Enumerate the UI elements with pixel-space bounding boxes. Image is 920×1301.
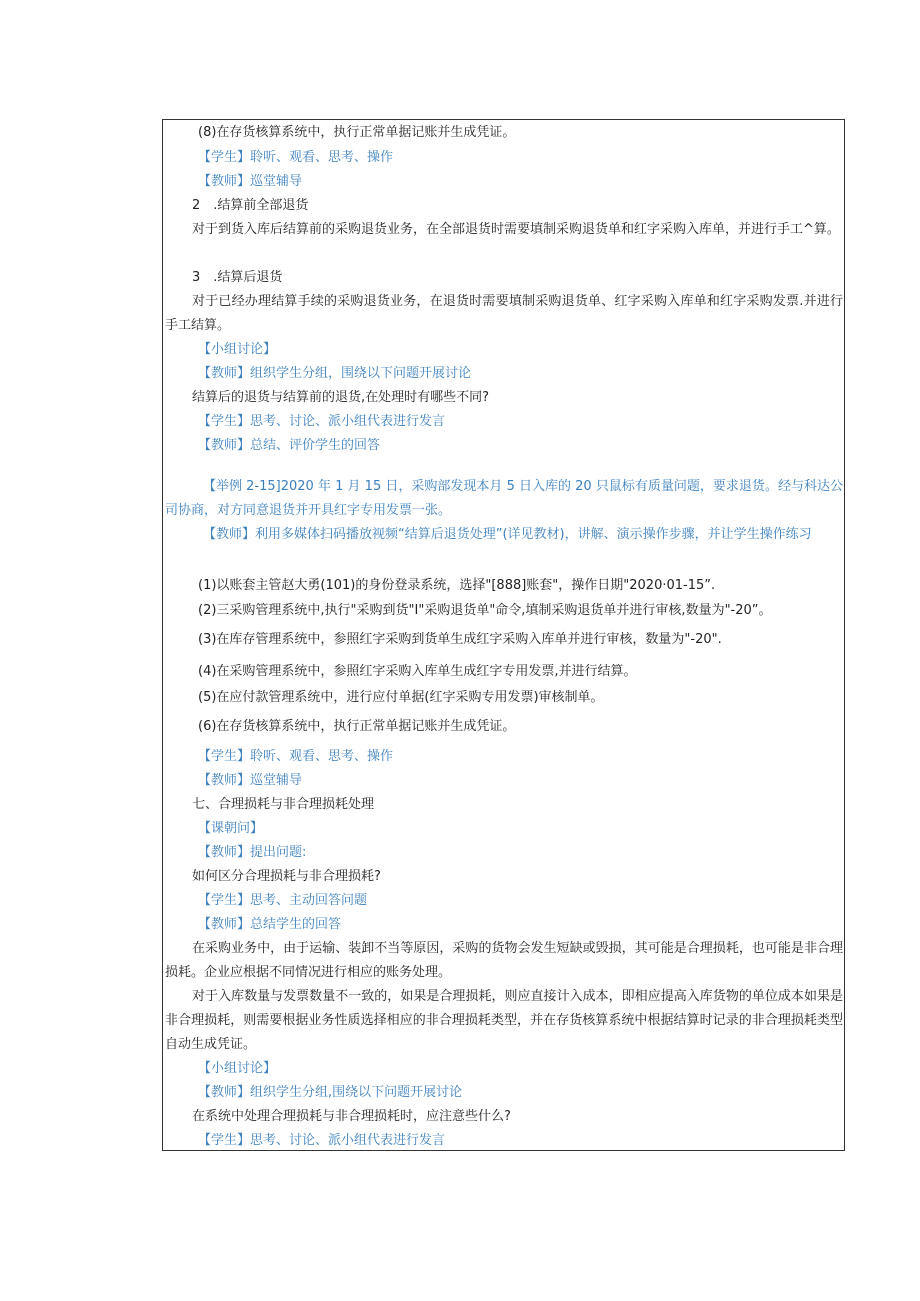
student-role-2: 【学生】聆听、观看、思考、操作: [198, 749, 394, 764]
op-step-5: (5)在应付款管理系统中，进行应付单据(红字采购专用发票)审核制单。: [198, 690, 604, 705]
para-before-settlement: 对于到货入库后结算前的采购退货业务，在全部退货时需要填制采购退货单和红字采购入库单，并进行手工^算。: [192, 222, 840, 237]
student-role-1: 【学生】聆听、观看、思考、操作: [198, 150, 394, 165]
question-1: 结算后的退货与结算前的退货,在处理时有哪些不同?: [192, 390, 490, 405]
example-2-15: 【举例 2-15]2020 年 1 月 15 日，采购部发现本月 5 日入库的 20 只鼠标有质量问题，要求退货。经与科达公司协商，对方同意退货并开具红字专用发票一张。: [165, 479, 843, 518]
heading-3: 3 .结算后退货: [192, 270, 283, 285]
question-2: 如何区分合理损耗与非合理损耗?: [192, 869, 381, 884]
student-discuss-1: 【学生】思考、讨论、派小组代表进行发言: [198, 414, 446, 429]
heading-2: 2 .结算前全部退货: [192, 198, 309, 213]
para-loss-2: 对于入库数量与发票数量不一致的，如果是合理损耗，则应直接计入成本，即相应提高入库货物的单位成本如果是非合理损耗，则需要根据业务性质选择相应的非合理损耗类型，并在存货核算系统中根据结算时记录的非合理损耗类型自动生成凭证。: [165, 989, 843, 1052]
group-discussion-2: 【小组讨论】: [198, 1061, 277, 1076]
question-3: 在系统中处理合理损耗与非合理损耗时，应注意些什么?: [192, 1109, 511, 1124]
class-question: 【课朝问】: [198, 821, 264, 836]
para-loss-1: 在采购业务中，由于运输、装卸不当等原因，采购的货物会发生短缺或毁损，其可能是合理损耗，也可能是非合理损耗。企业应根据不同情况进行相应的账务处理。: [165, 941, 843, 980]
teacher-organize-1: 【教师】组织学生分组，围绕以下问题开展讨论: [198, 366, 472, 381]
student-answer: 【学生】思考、主动回答问题: [198, 893, 368, 908]
op-step-3: (3)在库存管理系统中，参照红字采购到货单生成红字采购入库单并进行审核，数量为"-20".: [198, 632, 722, 647]
op-step-4: (4)在采购管理系统中，参照红字采购入库单生成红字专用发票,并进行结算。: [198, 664, 637, 679]
op-step-2: (2)三采购管理系统中,执行"采购到货"I"采购退货单"命令,填制采购退货单并进行审核,数量为"-20”。: [198, 603, 772, 618]
teacher-video: 【教师】利用多媒体扫码播放视频“结算后退货处理”(详见教材)，讲解、演示操作步骤，并让学生操作练习: [203, 527, 812, 542]
section-7-heading: 七、合理损耗与非合理损耗处理: [192, 797, 375, 812]
teacher-summary-1: 【教师】总结、评价学生的回答: [198, 438, 381, 453]
group-discussion-1: 【小组讨论】: [198, 342, 277, 357]
step-8-voucher: (8)在存货核算系统中，执行正常单据记账并生成凭证。: [198, 125, 516, 140]
teacher-organize-2: 【教师】组织学生分组,围绕以下问题开展讨论: [198, 1085, 463, 1100]
student-discuss-2: 【学生】思考、讨论、派小组代表进行发言: [198, 1133, 446, 1148]
op-step-6: (6)在存货核算系统中，执行正常单据记账并生成凭证。: [198, 719, 516, 734]
teacher-summary-2: 【教师】总结学生的回答: [198, 917, 342, 932]
teacher-role-1: 【教师】巡堂辅导: [198, 174, 303, 189]
teacher-role-2: 【教师】巡堂辅导: [198, 773, 303, 788]
teacher-ask: 【教师】提出问题:: [198, 845, 307, 860]
op-step-1: (1)以账套主管赵大勇(101)的身份登录系统，选择"[888]账套"，操作日期"2020·01-15”.: [198, 578, 716, 593]
para-after-settlement: 对于已经办理结算手续的采购退货业务，在退货时需要填制采购退货单、红字采购入库单和红字采购发票.并进行手工结算。: [165, 294, 843, 333]
